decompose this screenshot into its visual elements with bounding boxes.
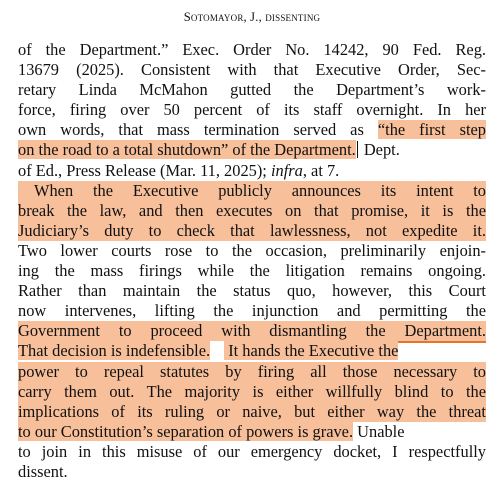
highlighted-text: on the road to a total shutdown” of the Department. [18,140,356,160]
text-line: now intervenes, lifting the injunction and permitting the [18,301,486,321]
running-head-text: Sotomayor, J., dissenting [183,10,321,24]
text-line [18,181,486,201]
text-line [18,362,486,382]
highlighted-text: carry them out. The majority is either willfully blind to the [18,381,486,401]
highlighted-text: When the Executive publicly announces its intent to [18,181,486,201]
highlighted-text: implications of its ruling or naive, but either way the threat [18,401,486,421]
text-segment: , at 7. [302,160,340,180]
text-segment: Dept. [359,140,400,160]
highlighted-text: Judiciary’s duty to check that lawlessness, not expedite it. [18,220,486,240]
highlighted-text: Government to proceed with dismantling the Department. [18,321,486,343]
text-line [18,221,486,241]
text-line [18,120,486,140]
italic-citation: infra [270,160,303,180]
text-line [18,341,486,361]
text-cursor [357,141,358,158]
text-segment: of Ed., Press Release (Mar. 11, 2025); [18,160,271,180]
text-line: to join in this misuse of our emergency docket, I respectfully [18,441,486,461]
text-line: dissent. [18,461,68,481]
highlighted-text: It hands the Executive the [224,341,399,361]
text-line: ing the mass firings while the litigation remains ongoing. [18,261,486,281]
text-line: force, firing over 50 percent of its staff overnight. In her [18,100,486,120]
text-line [18,422,486,442]
highlighted-text: “the first step [377,120,486,140]
text-line: of the Department.” Exec. Order No. 14242, 90 Fed. Reg. [18,40,486,59]
running-head [0,10,504,25]
text-segment: own words, that mass termination served as [18,120,378,140]
text-segment: Unable [353,421,405,441]
text-line [18,382,486,402]
highlighted-text: power to repeal statutes by firing all those necessary to [18,361,486,381]
highlighted-text: break the law, and then executes on that promise, it is the [18,200,486,220]
text-line [18,161,486,181]
text-line [18,402,486,422]
highlighted-text: to our Constitution’s separation of powers is grave. [18,421,354,441]
highlight-gap [210,341,224,359]
text-line [18,140,486,160]
text-line: Rather than maintain the status quo, however, this Court [18,281,486,301]
text-line: retary Linda McMahon gutted the Department’s work- [18,80,486,100]
text-line [18,201,486,221]
opinion-paragraphs [18,40,486,482]
text-line: 13679 (2025). Consistent with that Executive Order, Sec- [18,60,486,80]
highlighted-text: That decision is indefensible. [18,341,211,361]
text-line: Two lower courts rose to the occasion, preliminarily enjoin- [18,240,486,260]
text-line [18,321,486,341]
